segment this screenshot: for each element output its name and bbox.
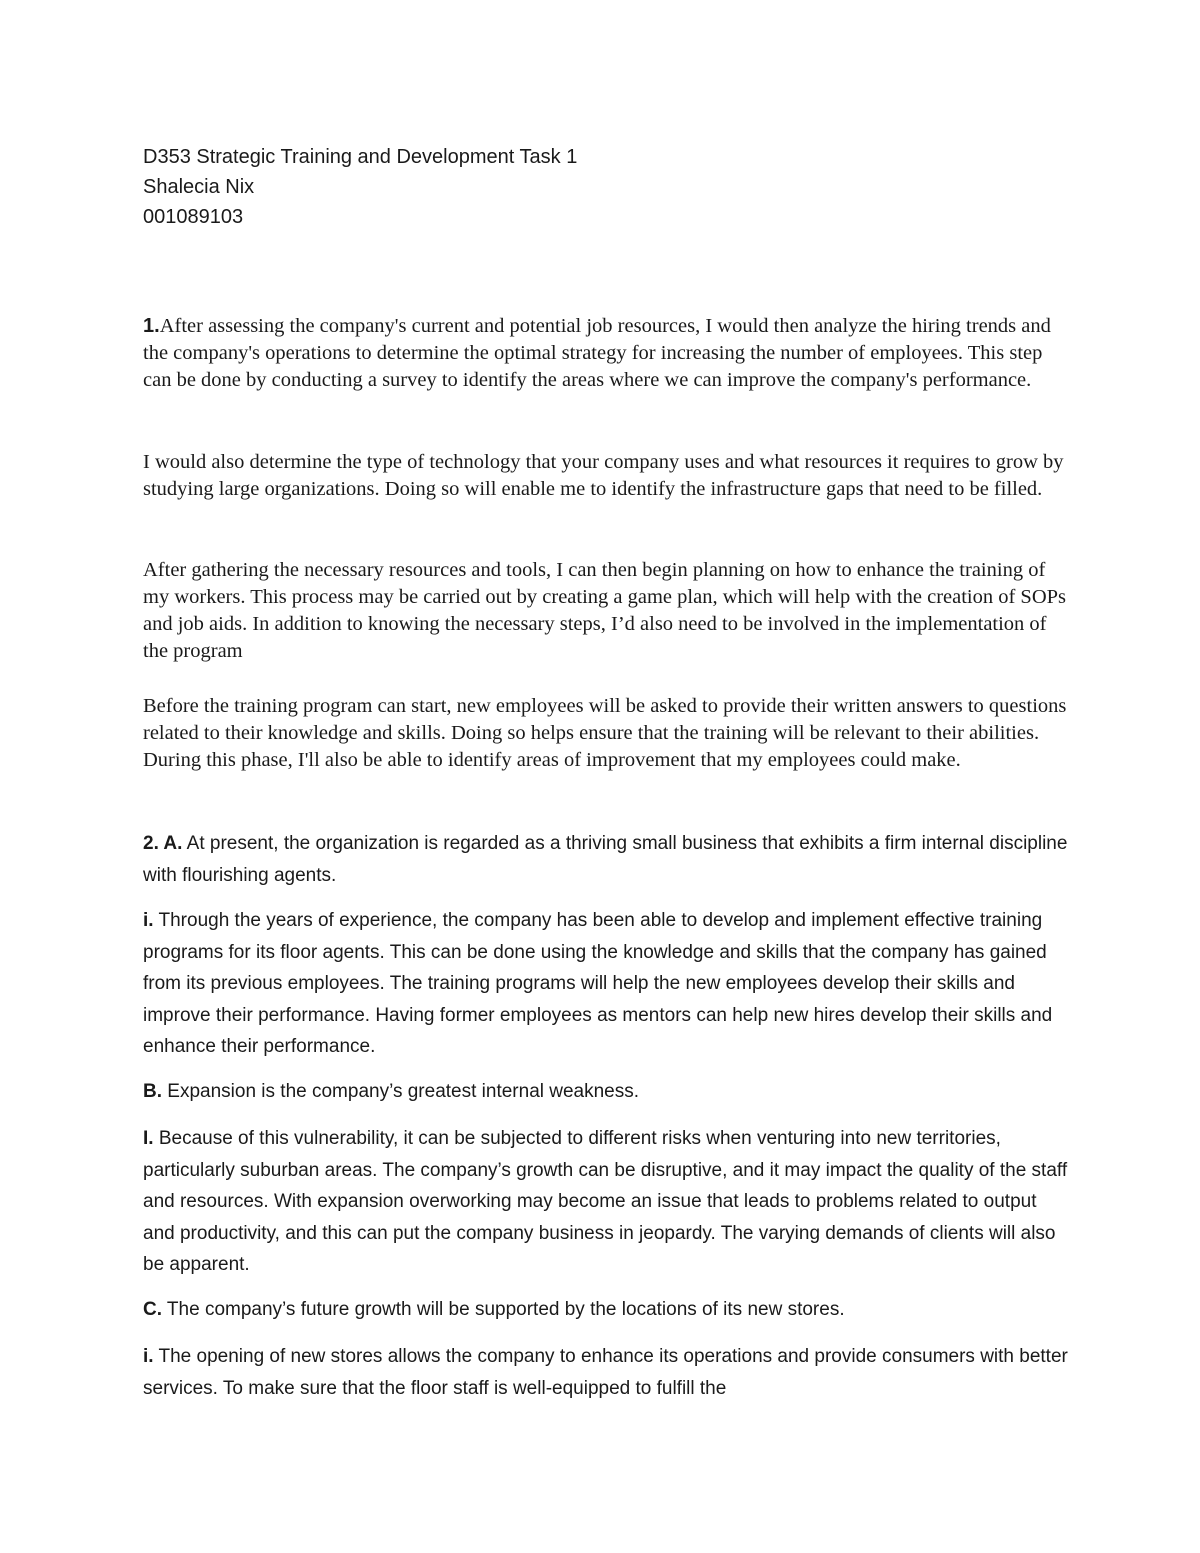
section-2b-i-label: I.: [143, 1128, 154, 1149]
section-2b-i-text: Because of this vulnerability, it can be subjected to different risks when venturing into new territories, particularly suburban areas. The company’s growth can be disruptive, and it may impact the quality of the staff and resources. With expansion overworking may become an issue that leads to problems related to output and productivity, and this can put the company business in jeopardy. The varying demands of clients will also be apparent.: [143, 1128, 1068, 1275]
section-2c-text: The company’s future growth will be supported by the locations of its new stores.: [162, 1299, 845, 1320]
section-1-paragraph-4: Before the training program can start, new employees will be asked to provide their written answers to questions related to their knowledge and skills. Doing so helps ensure that the training will be relevant to their abilities. During this phase, I'll also be able to identify areas of improvement that my employees could make.: [143, 695, 1067, 771]
section-1-paragraph-1: [143, 313, 1073, 394]
section-2b-label: B.: [143, 1081, 162, 1102]
section-2c-i-paragraph: [143, 1341, 1073, 1404]
section-2b-i-paragraph: [143, 1123, 1073, 1281]
section-2c-paragraph: [143, 1294, 1073, 1326]
section-2b-text: Expansion is the company’s greatest internal weakness.: [162, 1081, 640, 1102]
section-2c-i-label: i.: [143, 1346, 154, 1367]
section-2a-i-paragraph: [143, 905, 1073, 1063]
section-2b-paragraph: [143, 1076, 1073, 1108]
section-2c-label: C.: [143, 1299, 162, 1320]
section-2a-paragraph: [143, 828, 1073, 891]
document-header: [143, 142, 577, 232]
section-1-paragraph-2: I would also determine the type of technology that your company uses and what resources it requires to grow by studying large organizations. Doing so will enable me to identify the infrastructure gaps that need to be filled.: [143, 451, 1064, 500]
author-name: Shalecia Nix: [143, 176, 255, 198]
section-2a-text: At present, the organization is regarded as a thriving small business that exhibits a firm internal discipline with flourishing agents.: [143, 833, 1068, 886]
section-2a-i-text: Through the years of experience, the company has been able to develop and implement effective training programs for its floor agents. This can be done using the knowledge and skills that the company has gained from its previous employees. The training programs will help the new employees develop their skills and improve their performance. Having former employees as mentors can help new hires develop their skills and enhance their performance.: [143, 910, 1053, 1057]
student-id: 001089103: [143, 206, 244, 228]
section-2a-i-label: i.: [143, 910, 154, 931]
document-title: D353 Strategic Training and Development Task 1: [143, 146, 578, 168]
section-1-p1-text: After assessing the company's current and potential job resources, I would then analyze the hiring trends and the company's operations to determine the optimal strategy for increasing the number of employees. This step can be done by conducting a survey to identify the areas where we can improve the company's performance.: [143, 315, 1051, 391]
section-1-number: 1.: [143, 315, 160, 337]
section-1-paragraph-3: After gathering the necessary resources and tools, I can then begin planning on how to enhance the training of my workers. This process may be carried out by creating a game plan, which will help with the creation of SOPs and job aids. In addition to knowing the necessary steps, I’d also need to be involved in the implementation of the program: [143, 559, 1067, 662]
section-2c-i-text: The opening of new stores allows the company to enhance its operations and provide consumers with better services. To make sure that the floor staff is well-equipped to fulfill the: [143, 1346, 1068, 1399]
section-2a-label: 2. A.: [143, 833, 183, 854]
